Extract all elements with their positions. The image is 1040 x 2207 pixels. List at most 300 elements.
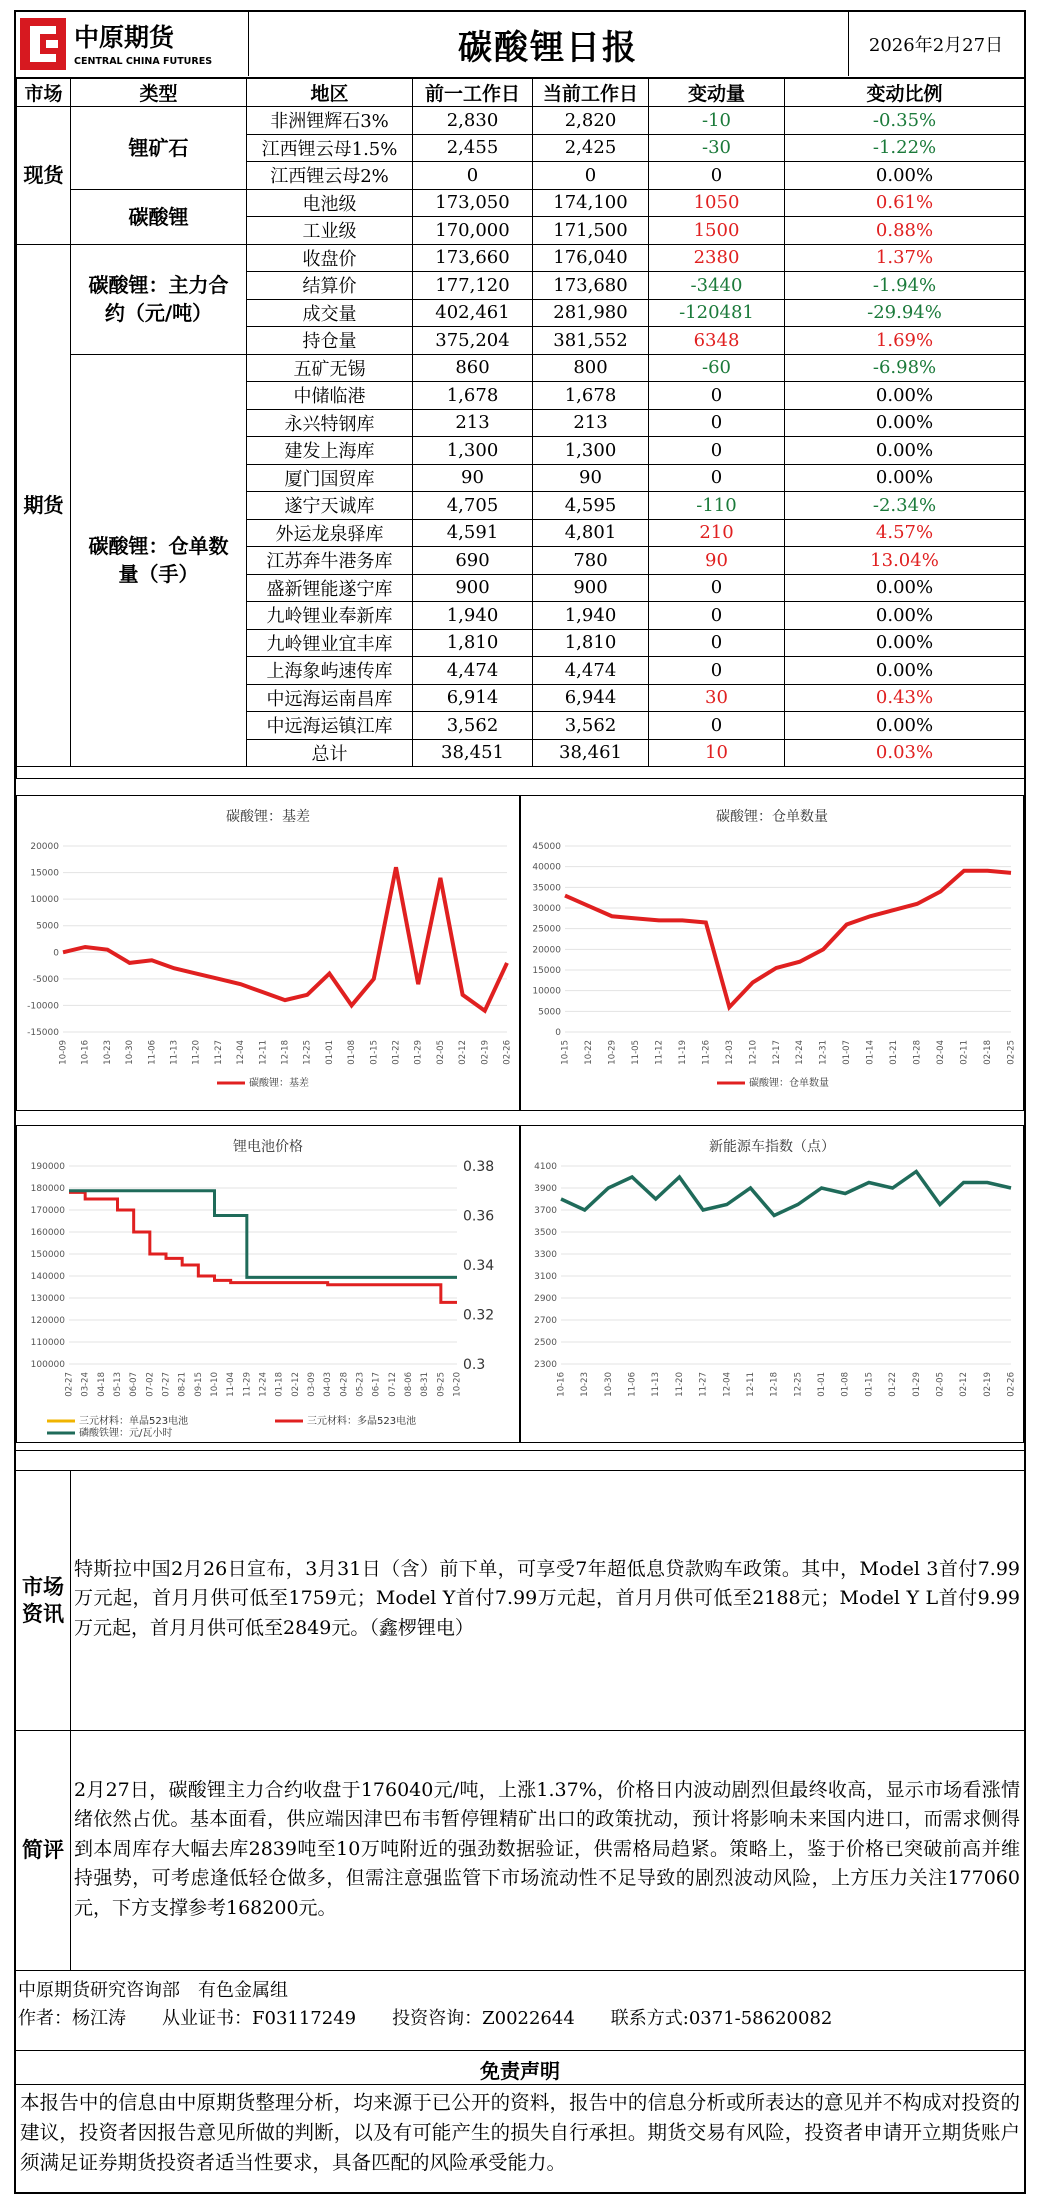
y-tick-label: 5000 (36, 921, 59, 932)
x-tick-label: 06-07 (129, 1372, 140, 1397)
y-tick-label: 0 (53, 948, 59, 959)
x-tick-label: 01-01 (324, 1040, 335, 1065)
chart-title: 碳酸锂：基差 (226, 809, 310, 825)
x-tick-label: 12-17 (771, 1040, 782, 1065)
curr-value-cell: 381,552 (533, 327, 649, 355)
x-tick-label: 09-15 (193, 1372, 204, 1397)
curr-value-cell: 0 (533, 162, 649, 190)
curr-value-cell: 173,680 (533, 272, 649, 300)
x-tick-label: 11-13 (651, 1372, 662, 1397)
region-cell: 永兴特钢库 (247, 409, 413, 437)
x-tick-label: 11-05 (630, 1040, 641, 1065)
curr-value-cell: 213 (533, 409, 649, 437)
y-tick-label: 130000 (30, 1294, 65, 1304)
logo-mark-icon (16, 12, 248, 76)
region-cell: 中远海运南昌库 (247, 684, 413, 712)
change-pct-cell: 0.61% (785, 189, 1025, 217)
y-tick-label: 45000 (532, 842, 561, 852)
x-tick-label: 11-20 (191, 1040, 202, 1065)
x-tick-label: 01-08 (840, 1372, 851, 1397)
prev-value-cell: 177,120 (413, 272, 533, 300)
prev-value-cell: 402,461 (413, 299, 533, 327)
change-cell: 210 (649, 519, 785, 547)
y-tick-label: -5000 (32, 974, 59, 985)
curr-value-cell: 174,100 (533, 189, 649, 217)
chart-battery-price (16, 1125, 520, 1443)
x-tick-label: 06-17 (371, 1372, 382, 1397)
change-cell: 30 (649, 684, 785, 712)
x-tick-label: 12-25 (793, 1372, 804, 1397)
region-cell: 收盘价 (247, 244, 413, 272)
x-tick-label: 11-19 (677, 1040, 688, 1065)
divider (70, 1470, 71, 1970)
curr-value-cell: 4,474 (533, 657, 649, 685)
series-line (565, 871, 1011, 1007)
x-tick-label: 03-09 (307, 1372, 317, 1397)
region-cell: 建发上海库 (247, 437, 413, 465)
prev-value-cell: 4,591 (413, 519, 533, 547)
type-cell: 碳酸锂 (71, 189, 247, 244)
curr-value-cell: 1,300 (533, 437, 649, 465)
chart-basis (16, 795, 520, 1111)
x-tick-label: 12-18 (280, 1040, 291, 1065)
region-cell: 五矿无锡 (247, 354, 413, 382)
y-tick-label: 160000 (30, 1228, 65, 1238)
change-cell: 90 (649, 547, 785, 575)
x-tick-label: 02-25 (1006, 1040, 1017, 1065)
region-cell: 外运龙泉驿库 (247, 519, 413, 547)
col-header: 变动量 (649, 79, 785, 107)
change-pct-cell: 0.00% (785, 629, 1025, 657)
type-cell: 锂矿石 (71, 107, 247, 190)
x-tick-label: 02-12 (458, 1040, 469, 1065)
change-pct-cell: 0.00% (785, 657, 1025, 685)
market-cell: 现货 (17, 107, 71, 245)
curr-value-cell: 281,980 (533, 299, 649, 327)
divider (16, 1470, 1024, 1471)
table-header-row (17, 79, 1025, 107)
divider (16, 1970, 1024, 1971)
change-cell: 0 (649, 382, 785, 410)
divider (16, 2084, 1024, 2085)
change-pct-cell: 0.00% (785, 382, 1025, 410)
y-tick-label: 30000 (532, 904, 561, 914)
x-tick-label: 04-03 (323, 1372, 334, 1397)
y-tick-label: 35000 (532, 883, 561, 894)
y-tick-label: 110000 (30, 1338, 65, 1348)
curr-value-cell: 2,820 (533, 107, 649, 135)
x-tick-label: 11-27 (213, 1040, 224, 1065)
region-cell: 江西锂云母2% (247, 162, 413, 190)
footer-author: 作者：杨江涛 从业证书：F03117249 投资咨询：Z0022644 联系方式:0371-58620082 (18, 2008, 833, 2029)
change-pct-cell: -6.98% (785, 354, 1025, 382)
change-cell: -60 (649, 354, 785, 382)
x-tick-label: 12-03 (724, 1040, 735, 1065)
logo-en-text: CENTRAL CHINA FUTURES (74, 56, 213, 67)
y-tick-label: 3300 (534, 1250, 557, 1260)
x-tick-label: 08-31 (420, 1372, 431, 1397)
x-tick-label: 10-16 (556, 1372, 567, 1397)
curr-value-cell: 4,801 (533, 519, 649, 547)
y-tick-label: 20000 (532, 945, 561, 956)
y-tick-label: 2500 (534, 1338, 557, 1348)
x-tick-label: 11-20 (674, 1372, 685, 1397)
col-header: 地区 (247, 79, 413, 107)
x-tick-label: 11-26 (701, 1040, 712, 1065)
x-tick-label: 10-29 (607, 1040, 618, 1065)
change-pct-cell: -0.35% (785, 107, 1025, 135)
legend-label: 三元材料：单晶523电池 (79, 1416, 189, 1427)
region-cell: 江西锂云母1.5% (247, 134, 413, 162)
logo-cn-text: 中原期货 (74, 23, 175, 52)
col-header: 前一工作日 (413, 79, 533, 107)
series-line (63, 867, 507, 1010)
prev-value-cell: 173,660 (413, 244, 533, 272)
page-title: 碳酸锂日报 (458, 27, 638, 68)
prev-value-cell: 860 (413, 354, 533, 382)
x-tick-label: 04-28 (339, 1372, 350, 1397)
region-cell: 遂宁天诚库 (247, 492, 413, 520)
x-tick-label: 10-10 (210, 1372, 220, 1397)
x-tick-label: 02-04 (936, 1040, 947, 1065)
y-tick-label: 3500 (534, 1228, 557, 1238)
y-tick-label: -10000 (27, 1001, 59, 1012)
change-pct-cell: -1.22% (785, 134, 1025, 162)
change-cell: 0 (649, 602, 785, 630)
y-tick-label: 0 (555, 1028, 561, 1038)
prev-value-cell: 2,455 (413, 134, 533, 162)
prev-value-cell: 4,705 (413, 492, 533, 520)
region-cell: 电池级 (247, 189, 413, 217)
x-tick-label: 02-18 (983, 1040, 994, 1065)
x-tick-label: 07-27 (161, 1372, 172, 1397)
region-cell: 总计 (247, 739, 413, 767)
chart-svg (17, 796, 519, 1110)
table-spacer-row (17, 767, 1025, 779)
prev-value-cell: 1,300 (413, 437, 533, 465)
prev-value-cell: 690 (413, 547, 533, 575)
x-tick-label: 11-29 (242, 1372, 253, 1397)
divider (16, 2050, 1024, 2051)
x-tick-label: 01-14 (865, 1040, 876, 1065)
change-cell: 0 (649, 574, 785, 602)
y2-tick-label: 0.3 (463, 1357, 486, 1373)
chart-svg (521, 796, 1023, 1110)
x-tick-label: 01-22 (391, 1040, 402, 1065)
legend-label: 磷酸铁锂：元/瓦小时 (79, 1428, 173, 1439)
y-tick-label: 100000 (30, 1360, 65, 1370)
y-tick-label: 10000 (30, 895, 59, 906)
change-pct-cell: 0.00% (785, 409, 1025, 437)
x-tick-label: 01-07 (842, 1040, 853, 1065)
change-pct-cell: 0.00% (785, 464, 1025, 492)
table-row (17, 107, 1025, 135)
x-tick-label: 12-24 (258, 1372, 269, 1397)
divider (16, 1730, 1024, 1731)
y-tick-label: 10000 (532, 986, 561, 997)
y-tick-label: 15000 (30, 868, 59, 879)
x-tick-label: 03-24 (80, 1372, 91, 1397)
x-tick-label: 12-04 (236, 1040, 247, 1065)
legend-label: 碳酸锂：仓单数量 (749, 1078, 829, 1089)
x-tick-label: 07-02 (145, 1372, 156, 1397)
change-pct-cell: 0.88% (785, 217, 1025, 245)
x-tick-label: 10-23 (102, 1040, 113, 1065)
change-cell: -110 (649, 492, 785, 520)
chart-title: 碳酸锂：仓单数量 (716, 809, 828, 825)
comment-label: 简评 (22, 1837, 64, 1863)
x-tick-label: 09-25 (436, 1372, 447, 1397)
curr-value-cell: 38,461 (533, 739, 649, 767)
x-tick-label: 11-27 (698, 1372, 709, 1397)
y2-tick-label: 0.36 (463, 1208, 495, 1225)
region-cell: 厦门国贸库 (247, 464, 413, 492)
x-tick-label: 10-15 (560, 1040, 571, 1065)
y-tick-label: 150000 (30, 1250, 65, 1260)
y-tick-label: -15000 (27, 1028, 59, 1038)
x-tick-label: 11-06 (147, 1040, 158, 1065)
brand-logo (16, 12, 248, 76)
y-tick-label: 2900 (534, 1294, 557, 1304)
x-tick-label: 02-26 (502, 1040, 513, 1065)
change-cell: -30 (649, 134, 785, 162)
disclaimer-text: 本报告中的信息由中原期货整理分析，均来源于已公开的资料，报告中的信息分析或所表达的意见并不构成对投资的建议，投资者因报告意见所做的判断，以及有可能产生的损失自行承担。期货交易有风险，投资者申请开立期货账户须满足证券期货投资者适当性要求，具备匹配的风险承受能力。 (20, 2091, 1020, 2175)
y-tick-label: 140000 (30, 1272, 65, 1282)
x-tick-label: 12-11 (258, 1040, 269, 1065)
change-pct-cell: -2.34% (785, 492, 1025, 520)
legend-label: 碳酸锂：基差 (249, 1078, 309, 1089)
x-tick-label: 01-28 (912, 1040, 923, 1065)
x-tick-label: 01-22 (888, 1372, 899, 1397)
x-tick-label: 02-11 (959, 1040, 970, 1065)
x-tick-label: 12-25 (302, 1040, 313, 1065)
divider (16, 1450, 1024, 1451)
x-tick-label: 07-12 (387, 1372, 398, 1397)
y-tick-label: 180000 (30, 1184, 65, 1194)
footer-dept: 中原期货研究咨询部 有色金属组 (18, 1980, 288, 2001)
prev-value-cell: 4,474 (413, 657, 533, 685)
change-pct-cell: 1.37% (785, 244, 1025, 272)
price-table (16, 78, 1025, 779)
change-pct-cell: 0.43% (785, 684, 1025, 712)
chart-svg (17, 1126, 519, 1442)
market-cell: 期货 (17, 244, 71, 767)
type-cell: 碳酸锂：仓单数量（手） (71, 354, 247, 767)
y-tick-label: 2700 (534, 1316, 557, 1326)
curr-value-cell: 6,944 (533, 684, 649, 712)
series-line (69, 1191, 457, 1278)
chart-title: 锂电池价格 (233, 1139, 303, 1155)
region-cell: 上海象屿速传库 (247, 657, 413, 685)
prev-value-cell: 0 (413, 162, 533, 190)
prev-value-cell: 375,204 (413, 327, 533, 355)
x-tick-label: 12-10 (748, 1040, 759, 1065)
prev-value-cell: 170,000 (413, 217, 533, 245)
change-cell: 6348 (649, 327, 785, 355)
x-tick-label: 11-13 (169, 1040, 180, 1065)
x-tick-label: 11-06 (627, 1372, 638, 1397)
x-tick-label: 10-22 (583, 1040, 594, 1065)
x-tick-label: 10-20 (452, 1372, 463, 1397)
y-tick-label: 3100 (534, 1272, 557, 1282)
x-tick-label: 08-21 (177, 1372, 188, 1397)
region-cell: 结算价 (247, 272, 413, 300)
x-tick-label: 02-19 (480, 1040, 491, 1065)
change-pct-cell: -29.94% (785, 299, 1025, 327)
change-cell: 1500 (649, 217, 785, 245)
curr-value-cell: 176,040 (533, 244, 649, 272)
x-tick-label: 02-26 (1006, 1372, 1017, 1397)
prev-value-cell: 1,810 (413, 629, 533, 657)
y-tick-label: 120000 (30, 1316, 65, 1326)
change-pct-cell: -1.94% (785, 272, 1025, 300)
prev-value-cell: 6,914 (413, 684, 533, 712)
curr-value-cell: 3,562 (533, 712, 649, 740)
region-cell: 持仓量 (247, 327, 413, 355)
change-cell: 0 (649, 162, 785, 190)
prev-value-cell: 90 (413, 464, 533, 492)
chart-warrant (520, 795, 1024, 1111)
region-cell: 中远海运镇江库 (247, 712, 413, 740)
prev-value-cell: 3,562 (413, 712, 533, 740)
col-header: 当前工作日 (533, 79, 649, 107)
x-tick-label: 01-15 (864, 1372, 875, 1397)
region-cell: 非洲锂辉石3% (247, 107, 413, 135)
change-pct-cell: 0.00% (785, 602, 1025, 630)
change-pct-cell: 0.00% (785, 162, 1025, 190)
change-cell: 1050 (649, 189, 785, 217)
curr-value-cell: 1,940 (533, 602, 649, 630)
change-cell: 0 (649, 712, 785, 740)
curr-value-cell: 800 (533, 354, 649, 382)
report-date: 2026年2月27日 (868, 35, 1004, 56)
x-tick-label: 10-30 (603, 1372, 614, 1397)
y-tick-label: 25000 (532, 924, 561, 935)
y2-tick-label: 0.38 (463, 1159, 495, 1175)
x-tick-label: 02-05 (435, 1040, 446, 1065)
news-label: 市场资讯 (22, 1573, 64, 1626)
x-tick-label: 10-30 (125, 1040, 136, 1065)
y2-tick-label: 0.32 (463, 1307, 495, 1324)
type-cell: 碳酸锂：主力合约（元/吨） (71, 244, 247, 354)
x-tick-label: 11-04 (226, 1372, 237, 1397)
x-tick-label: 12-18 (769, 1372, 780, 1397)
chart-nev-index (520, 1125, 1024, 1443)
table-row (17, 189, 1025, 217)
change-cell: -3440 (649, 272, 785, 300)
x-tick-label: 01-29 (413, 1040, 424, 1065)
y-tick-label: 3700 (534, 1206, 557, 1216)
y-tick-label: 5000 (538, 1007, 561, 1018)
prev-value-cell: 173,050 (413, 189, 533, 217)
chart-svg (521, 1126, 1023, 1442)
region-cell: 盛新锂能遂宁库 (247, 574, 413, 602)
change-cell: 0 (649, 437, 785, 465)
x-tick-label: 05-13 (113, 1372, 123, 1397)
legend-label: 三元材料：多晶523电池 (307, 1416, 417, 1427)
prev-value-cell: 1,678 (413, 382, 533, 410)
x-tick-label: 02-27 (64, 1372, 75, 1397)
news-text: 特斯拉中国2月26日宣布，3月31日（含）前下单，可享受7年超低息贷款购车政策。其中，Model 3首付7.99万元起，首月月供可低至1759元；Model Y首付7.99万元起，首月月供可低至2188元；Model Y L首付9.99万元起，首月月供可低至2849元。（鑫椤锂电） (74, 1558, 1020, 1639)
y-tick-label: 15000 (532, 966, 561, 976)
x-tick-label: 01-18 (274, 1372, 285, 1397)
x-tick-label: 01-15 (369, 1040, 380, 1065)
curr-value-cell: 90 (533, 464, 649, 492)
x-tick-label: 12-11 (745, 1372, 756, 1397)
change-pct-cell: 1.69% (785, 327, 1025, 355)
x-tick-label: 11-12 (654, 1040, 665, 1065)
region-cell: 九岭锂业宜丰库 (247, 629, 413, 657)
change-cell: 0 (649, 629, 785, 657)
table-row (17, 354, 1025, 382)
col-header: 变动比例 (785, 79, 1025, 107)
y-tick-label: 3900 (534, 1184, 557, 1194)
col-header: 类型 (71, 79, 247, 107)
curr-value-cell: 1,678 (533, 382, 649, 410)
region-cell: 江苏奔牛港务库 (247, 547, 413, 575)
y-tick-label: 20000 (30, 842, 59, 852)
change-pct-cell: 4.57% (785, 519, 1025, 547)
x-tick-label: 02-19 (982, 1372, 993, 1397)
region-cell: 中储临港 (247, 382, 413, 410)
y-tick-label: 170000 (30, 1206, 65, 1216)
x-tick-label: 12-24 (795, 1040, 806, 1065)
x-tick-label: 12-31 (818, 1040, 829, 1065)
series-line (561, 1172, 1011, 1216)
change-cell: 0 (649, 464, 785, 492)
change-cell: -10 (649, 107, 785, 135)
curr-value-cell: 1,810 (533, 629, 649, 657)
change-pct-cell: 0.00% (785, 712, 1025, 740)
prev-value-cell: 900 (413, 574, 533, 602)
x-tick-label: 12-04 (722, 1372, 733, 1397)
disclaimer-title: 免责声明 (480, 2059, 560, 2083)
curr-value-cell: 4,595 (533, 492, 649, 520)
change-cell: 2380 (649, 244, 785, 272)
x-tick-label: 02-12 (959, 1372, 970, 1397)
change-pct-cell: 0.03% (785, 739, 1025, 767)
x-tick-label: 02-05 (935, 1372, 946, 1397)
curr-value-cell: 900 (533, 574, 649, 602)
series-line (69, 1192, 457, 1302)
curr-value-cell: 780 (533, 547, 649, 575)
y-tick-label: 40000 (532, 862, 561, 873)
x-tick-label: 01-01 (817, 1372, 828, 1397)
region-cell: 九岭锂业奉新库 (247, 602, 413, 630)
chart-title: 新能源车指数（点） (709, 1139, 835, 1155)
change-pct-cell: 0.00% (785, 437, 1025, 465)
x-tick-label: 05-23 (355, 1372, 366, 1397)
comment-text: 2月27日，碳酸锂主力合约收盘于176040元/吨，上涨1.37%，价格日内波动剧烈但最终收高，显示市场看涨情绪依然占优。基本面看，供应端因津巴布韦暂停锂精矿出口的政策扰动，预计将影响未来国内进口，而需求侧得到本周库存大幅去库2839吨至10万吨附近的强劲数据验证，供需格局趋紧。策略上，鉴于价格已突破前高并维持强势，可考虑逢低轻仓做多，但需注意强监管下市场流动性不足导致的剧烈波动风险，上方压力关注177060元，下方支撑参考168200元。 (74, 1779, 1020, 1919)
curr-value-cell: 171,500 (533, 217, 649, 245)
prev-value-cell: 2,830 (413, 107, 533, 135)
change-pct-cell: 0.00% (785, 574, 1025, 602)
curr-value-cell: 2,425 (533, 134, 649, 162)
x-tick-label: 08-06 (404, 1372, 414, 1397)
table-row (17, 244, 1025, 272)
region-cell: 成交量 (247, 299, 413, 327)
x-tick-label: 01-08 (347, 1040, 358, 1065)
col-header: 市场 (17, 79, 71, 107)
change-cell: -120481 (649, 299, 785, 327)
x-tick-label: 01-21 (889, 1040, 900, 1065)
x-tick-label: 04-18 (96, 1372, 107, 1397)
y2-tick-label: 0.34 (463, 1258, 495, 1274)
change-pct-cell: 13.04% (785, 547, 1025, 575)
x-tick-label: 02-12 (290, 1372, 301, 1397)
change-cell: 10 (649, 739, 785, 767)
x-tick-label: 01-29 (911, 1372, 922, 1397)
